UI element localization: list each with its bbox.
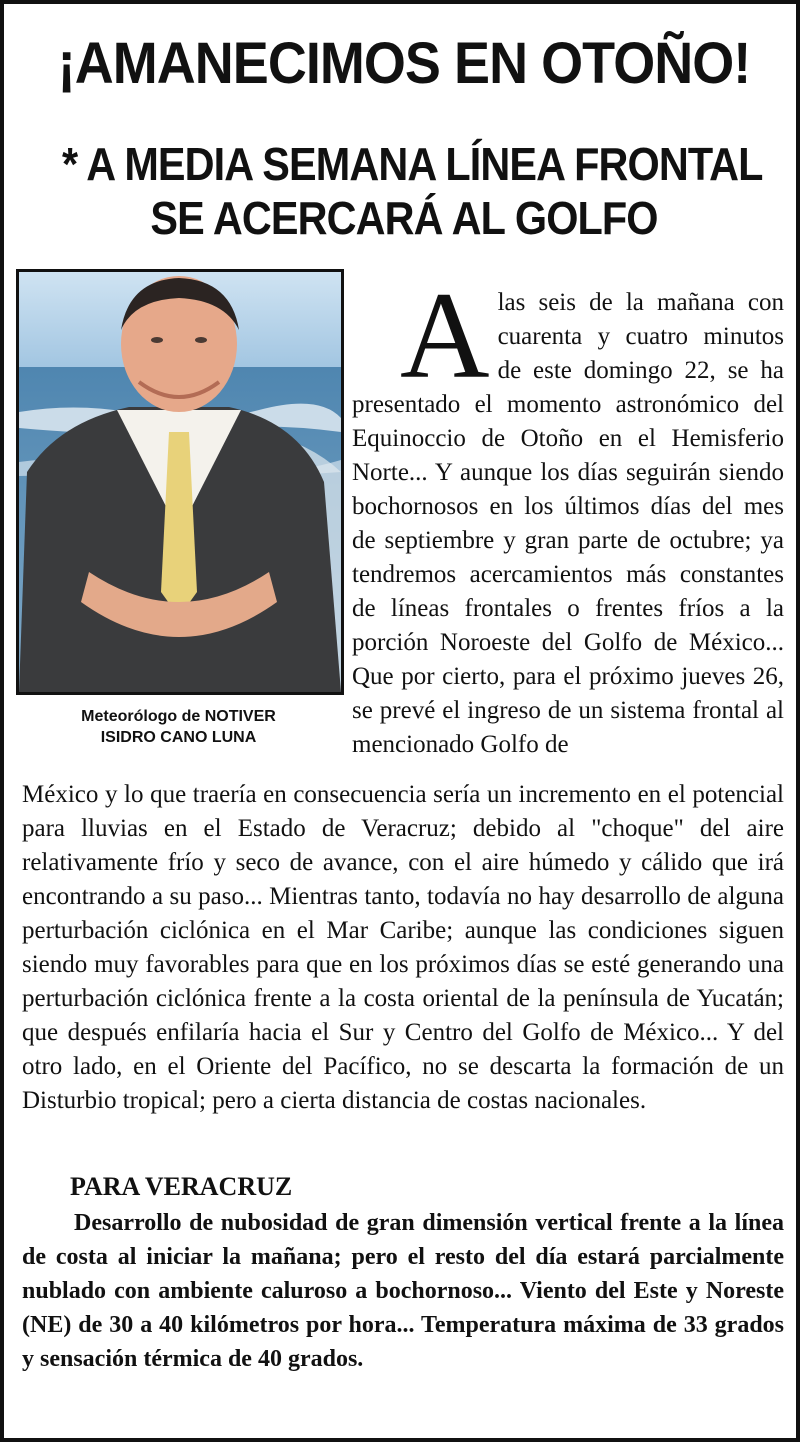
subheadline-line-2: SE ACERCARÁ AL GOLFO <box>150 192 658 244</box>
meteorologist-photo <box>16 269 344 695</box>
section-heading: PARA VERACRUZ <box>70 1172 293 1201</box>
photo-caption <box>16 706 341 748</box>
photo-caption-line-1: Meteorólogo de NOTIVER <box>81 708 276 725</box>
drop-cap: A <box>400 267 490 404</box>
article-body-intro <box>352 267 784 762</box>
subheadline <box>62 137 763 245</box>
article-body-continued: México y lo que traería en consecuencia sería un incremento en el potencial para lluvias en el Estado de Veracruz; debido al "choque" del aire relativamente frío y seco de avance, con el aire húmedo y cálido que irá encontrando a su paso... Mientras tanto, todavía no hay desarrollo de alguna perturbación ciclónica en el Mar Caribe; aunque las condiciones siguen siendo muy favorables para que en los próximos días se esté generando una perturbación ciclónica frente a la costa oriental de la península de Yucatán; que después enfilaría hacia el Sur y Centro del Golfo de México... Y del otro lado, en el Oriente del Pacífico, no se descarta la formación de un Disturbio tropical; pero a cierta distancia de costas nacionales. <box>22 781 784 1114</box>
photo-caption-line-2: ISIDRO CANO LUNA <box>100 729 257 746</box>
subheadline-line-1: * A MEDIA SEMANA LÍNEA FRONTAL <box>62 138 763 190</box>
headline: ¡AMANECIMOS EN OTOÑO! <box>57 31 751 96</box>
article-body-intro-text: las seis de la mañana con cuarenta y cuatro minutos de este domingo 22, se ha presentado el momento astronómico del Equinoccio de Otoño en el Hemisferio Norte... Y aunque los días seguirán siendo bochornosos en los últimos días del mes de septiembre y gran parte de octubre; ya tendremos acercamientos más constantes de líneas frontales o frentes fríos a la porción Noroeste del Golfo de México... Que por cierto, para el próximo jueves 26, se prevé el ingreso de un sistema frontal al mencionado Golfo de <box>352 289 784 758</box>
forecast-text: Desarrollo de nubosidad de gran dimensión vertical frente a la línea de costa al iniciar la mañana; pero el resto del día estará parcialmente nublado con ambiente caluroso a bochornoso... Viento del Este y Noreste (NE) de 30 a 40 kilómetros por hora... Temperatura máxima de 33 grados y sensación térmica de 40 grados. <box>22 1210 784 1372</box>
